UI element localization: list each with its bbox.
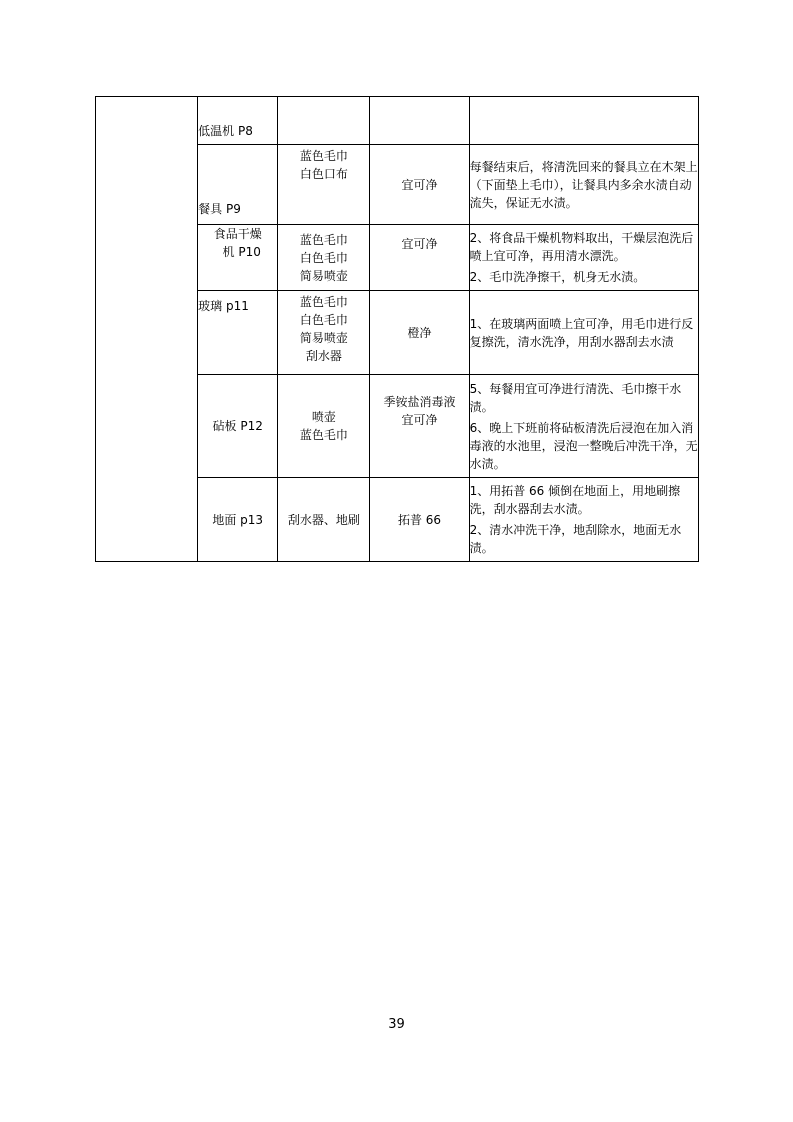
page-number: 39 [388, 1017, 405, 1032]
tool-item: 喷壶 [311, 410, 336, 424]
table-row-p8 [96, 97, 699, 145]
description-line: 1、在玻璃两面喷上宜可净，用毛巾进行反复擦洗，清水洗净，用刮水器刮去水渍 [469, 316, 694, 349]
tool-item: 刮水器、地刷 [287, 512, 360, 527]
description-line: 2、毛巾洗净擦干，机身无水渍。 [469, 270, 646, 284]
tool-item: 蓝色毛巾 [299, 295, 348, 309]
item-name: 砧板 P12 [198, 375, 278, 478]
description-cell [469, 375, 698, 478]
description-line: 5、每餐用宜可净进行清洗、毛巾擦干水渍。 [469, 381, 682, 414]
cleaning-procedure-table [95, 96, 699, 562]
chemical-cell: 拓普 66 [370, 478, 469, 562]
chemical-line: 季铵盐消毒液 [383, 395, 456, 409]
item-name: 餐具 P9 [198, 145, 278, 225]
tools-cell [278, 97, 370, 145]
tools-cell [278, 145, 370, 225]
tools-cell [278, 375, 370, 478]
chemical-cell [370, 375, 469, 478]
item-name [198, 225, 278, 291]
tool-item: 白色毛巾 [299, 250, 348, 265]
tool-item: 白色口布 [299, 167, 348, 181]
item-name: 玻璃 p11 [198, 291, 278, 375]
item-name-line: 机 P10 [222, 245, 261, 259]
tools-cell [278, 478, 370, 562]
description-line: 6、晚上下班前将砧板清洗后浸泡在加入消毒液的水池里，浸泡一整晚后冲洗干净，无水渍。 [469, 420, 698, 471]
tools-cell [278, 225, 370, 291]
tools-cell [278, 291, 370, 375]
description-cell [469, 145, 698, 225]
chemical-line: 宜可净 [401, 413, 438, 427]
description-line: 2、清水冲洗干净，地刮除水，地面无水渍。 [469, 523, 682, 555]
tool-item: 白色毛巾 [299, 313, 348, 327]
description-cell [469, 225, 698, 291]
tool-item: 简易喷壶 [299, 268, 348, 283]
item-name: 低温机 P8 [198, 97, 278, 145]
tool-item: 刮水器 [305, 349, 342, 363]
chemical-cell: 宜可净 [370, 145, 469, 225]
tool-item: 蓝色毛巾 [299, 232, 348, 247]
item-name-line: 食品干燥 [213, 227, 262, 241]
chemical-cell [370, 97, 469, 145]
description-line: 1、用拓普 66 倾倒在地面上，用地刷擦洗，刮水器刮去水渍。 [469, 484, 681, 516]
tool-item: 简易喷壶 [299, 331, 348, 345]
description-cell [469, 97, 698, 145]
description-cell [469, 478, 698, 562]
chemical-cell: 宜可净 [370, 225, 469, 291]
item-name: 地面 p13 [198, 478, 278, 562]
tool-item: 蓝色毛巾 [299, 428, 348, 442]
description-line: 每餐结束后，将清洗回来的餐具立在木架上（下面垫上毛巾），让餐具内多余水渍自动流失，保证无水渍。 [469, 159, 698, 210]
description-cell [469, 291, 698, 375]
description-line: 2、将食品干燥机物料取出，干燥层泡洗后喷上宜可净，再用清水漂洗。 [469, 231, 694, 263]
tool-item: 蓝色毛巾 [299, 149, 348, 163]
category-cell [96, 97, 198, 562]
chemical-cell: 橙净 [370, 291, 469, 375]
